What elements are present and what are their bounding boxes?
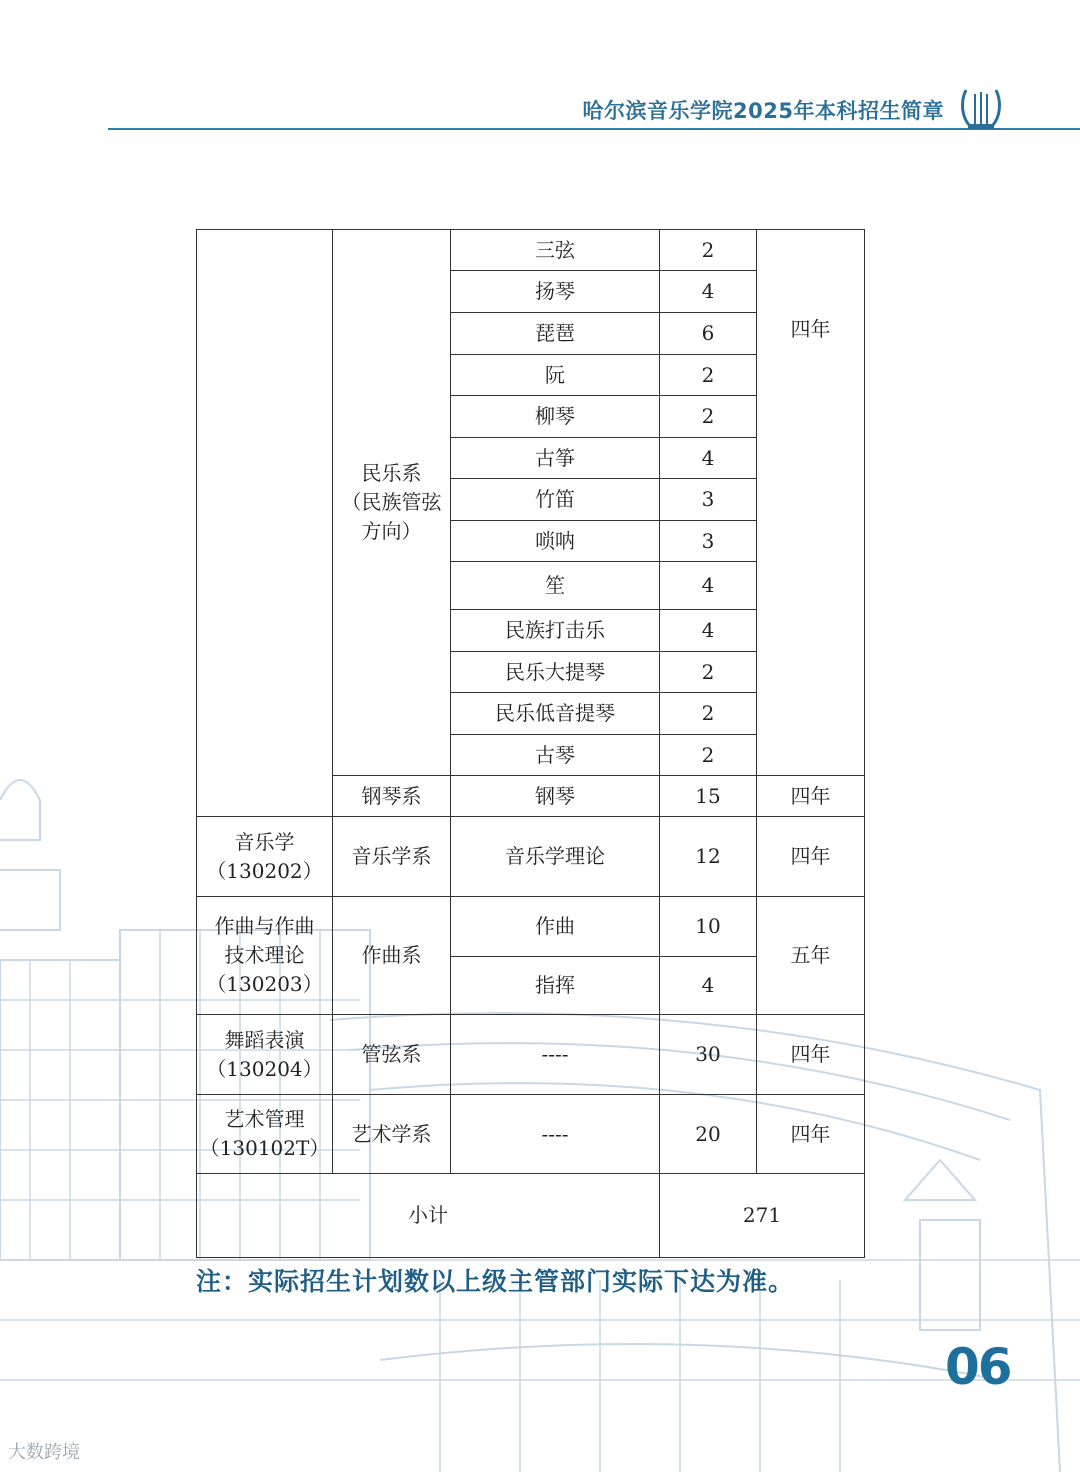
count-cell: 2 [660,693,757,735]
direction-cell: 民族打击乐 [451,610,660,652]
direction-cell: 琵琶 [451,313,660,355]
count-cell: 3 [660,521,757,562]
count-cell: 4 [660,271,757,313]
major-line: （130203） [206,972,323,996]
count-cell: 4 [660,438,757,479]
count-cell: 4 [660,957,757,1015]
subtotal-count: 271 [660,1174,865,1258]
years-cell [757,230,865,776]
direction-cell: 作曲 [451,897,660,957]
direction-cell: 古筝 [451,438,660,479]
footnote: 注：实际招生计划数以上级主管部门实际下达为准。 [196,1267,795,1296]
direction-cell: 三弦 [451,230,660,271]
header-title: 哈尔滨音乐学院2025年本科招生简章 [582,99,944,123]
count-cell: 2 [660,230,757,271]
count-cell: 4 [660,610,757,652]
years-cell: 五年 [757,897,865,1015]
direction-cell: 民乐大提琴 [451,652,660,693]
count-cell: 2 [660,355,757,396]
direction-cell: ---- [451,1015,660,1095]
count-cell: 4 [660,562,757,610]
direction-cell: 阮 [451,355,660,396]
page-number: 06 [945,1338,1011,1396]
dept-cell: 作曲系 [333,897,451,1015]
dept-cell-folk [333,230,451,776]
dept-line: 方向） [361,519,422,543]
count-cell: 2 [660,396,757,438]
direction-cell: 笙 [451,562,660,610]
direction-cell: 扬琴 [451,271,660,313]
lyre-logo-icon [956,82,1006,132]
major-code: （130102T） [199,1136,330,1160]
count-cell: 3 [660,479,757,521]
years-cell: 四年 [757,1095,865,1174]
major-cell [197,1015,333,1095]
direction-cell: 唢呐 [451,521,660,562]
years-cell: 四年 [757,776,865,817]
table-row [197,230,865,271]
major-code: （130202） [206,858,323,883]
table-row [197,1095,865,1174]
direction-cell: 钢琴 [451,776,660,817]
enrollment-plan-table [196,229,865,1258]
major-line: 技术理论 [224,943,305,967]
header-divider [108,128,1080,130]
years-cell: 四年 [757,1015,865,1095]
direction-cell: 柳琴 [451,396,660,438]
count-cell: 6 [660,313,757,355]
dept-cell: 音乐学系 [333,817,451,897]
direction-cell: ---- [451,1095,660,1174]
subtotal-label: 小计 [197,1174,660,1258]
major-cell [197,897,333,1015]
dept-cell: 钢琴系 [333,776,451,817]
major-name: 音乐学 [234,829,295,854]
count-cell: 10 [660,897,757,957]
major-name: 艺术管理 [224,1107,305,1131]
major-cell [197,1095,333,1174]
direction-cell: 音乐学理论 [451,817,660,897]
major-name: 舞蹈表演 [224,1027,305,1052]
dept-cell: 艺术学系 [333,1095,451,1174]
years-cell: 四年 [757,817,865,897]
dept-cell: 管弦系 [333,1015,451,1095]
direction-cell: 指挥 [451,957,660,1015]
count-cell: 15 [660,776,757,817]
direction-cell: 竹笛 [451,479,660,521]
dept-line: （民族管弦 [341,490,442,514]
direction-cell: 民乐低音提琴 [451,693,660,735]
watermark: 大数跨境 [8,1442,80,1463]
major-cell [197,817,333,897]
years-label: 四年 [790,317,831,341]
major-cell-blank [197,230,333,817]
count-cell: 30 [660,1015,757,1095]
count-cell: 20 [660,1095,757,1174]
table-row [197,897,865,957]
count-cell: 12 [660,817,757,897]
table-row [197,1015,865,1095]
major-line: 作曲与作曲 [214,914,315,938]
direction-cell: 古琴 [451,735,660,776]
major-code: （130204） [206,1056,323,1081]
count-cell: 2 [660,652,757,693]
dept-line: 民乐系 [361,461,422,485]
subtotal-row [197,1174,865,1258]
count-cell: 2 [660,735,757,776]
table-row [197,817,865,897]
